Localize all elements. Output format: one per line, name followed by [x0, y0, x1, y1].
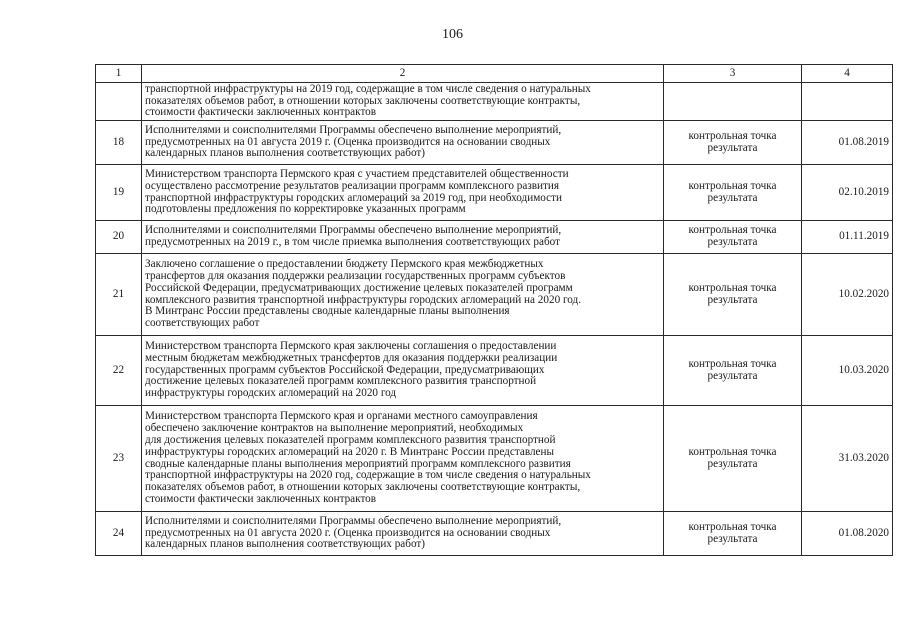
row-type: контрольная точка результата [664, 254, 802, 336]
table-row [96, 221, 893, 254]
row-number: 21 [96, 254, 142, 336]
row-type: контрольная точка результата [664, 221, 802, 254]
row-description: Исполнителями и соисполнителями Программы обеспечено выполнение мероприятий, предусмотренных на 2019 г., в том числе приемка выполнения соответствующих работ [142, 221, 664, 254]
row-type: контрольная точка результата [664, 406, 802, 512]
column-header-1: 1 [96, 65, 142, 83]
row-date [802, 83, 893, 121]
row-date: 02.10.2019 [802, 165, 893, 221]
row-description: Исполнителями и соисполнителями Программы обеспечено выполнение мероприятий, предусмотренных на 01 августа 2019 г. (Оценка производится на основании сводных календарных планов выполнения соответствующих работ) [142, 121, 664, 165]
row-type: контрольная точка результата [664, 121, 802, 165]
row-date: 31.03.2020 [802, 406, 893, 512]
row-description: Исполнителями и соисполнителями Программы обеспечено выполнение мероприятий, предусмотренных на 01 августа 2020 г. (Оценка производится на основании сводных календарных планов выполнения соответствующих работ) [142, 512, 664, 556]
milestones-table [95, 64, 893, 556]
table-row [96, 406, 893, 512]
row-description: Министерством транспорта Пермского края и органами местного самоуправления обеспечено заключение контрактов на выполнение мероприятий, необходимых для достижения целевых показателей программ комплексного развития транспортной инфраструктуры городских агломераций на 2020 г. В Минтранс России представлены сводные календарные планы выполнения мероприятий программ комплексного развития транспортной инфраструктуры на 2020 год, содержащие в том числе сведения о натуральных показателях объемов работ, в отношении которых заключены соответствующие контракты, стоимости фактически заключенных контрактов [142, 406, 664, 512]
row-number: 24 [96, 512, 142, 556]
column-header-2: 2 [142, 65, 664, 83]
row-description: Министерством транспорта Пермского края заключены соглашения о предоставлении местным бюджетам межбюджетных трансфертов для оказания поддержки реализации государственных программ субъектов Российской Федерации, предусматривающих достижение целевых показателей программ комплексного развития транспортной инфраструктуры городских агломераций на 2020 год [142, 336, 664, 406]
row-date: 10.02.2020 [802, 254, 893, 336]
table-row [96, 512, 893, 556]
row-number: 20 [96, 221, 142, 254]
row-type: контрольная точка результата [664, 512, 802, 556]
row-date: 01.11.2019 [802, 221, 893, 254]
row-description: Заключено соглашение о предоставлении бюджету Пермского края межбюджетных трансфертов для оказания поддержки реализации государственных программ субъектов Российской Федерации, предусматривающих достижение целевых показателей программ комплексного развития транспортной инфраструктуры городских агломераций на 2020 год. В Минтранс России представлены сводные календарные планы выполнения соответствующих работ [142, 254, 664, 336]
column-header-3: 3 [664, 65, 802, 83]
row-description: Министерством транспорта Пермского края с участием представителей общественности осуществлено рассмотрение результатов реализации программ комплексного развития транспортной инфраструктуры городских агломераций за 2019 год, при необходимости подготовлены предложения по корректировке указанных программ [142, 165, 664, 221]
row-number [96, 83, 142, 121]
table-header-row [96, 65, 893, 83]
table-row [96, 254, 893, 336]
column-header-4: 4 [802, 65, 893, 83]
table-row [96, 336, 893, 406]
row-number: 22 [96, 336, 142, 406]
row-date: 01.08.2020 [802, 512, 893, 556]
row-number: 23 [96, 406, 142, 512]
row-type: контрольная точка результата [664, 336, 802, 406]
page-number: 106 [442, 27, 463, 42]
row-number: 18 [96, 121, 142, 165]
row-number: 19 [96, 165, 142, 221]
table-row [96, 83, 893, 121]
table-row [96, 165, 893, 221]
row-type [664, 83, 802, 121]
row-type: контрольная точка результата [664, 165, 802, 221]
row-description: транспортной инфраструктуры на 2019 год, содержащие в том числе сведения о натуральных показателях объемов работ, в отношении которых заключены соответствующие контракты, стоимости фактически заключенных контрактов [142, 83, 664, 121]
row-date: 10.03.2020 [802, 336, 893, 406]
row-date: 01.08.2019 [802, 121, 893, 165]
table-row [96, 121, 893, 165]
